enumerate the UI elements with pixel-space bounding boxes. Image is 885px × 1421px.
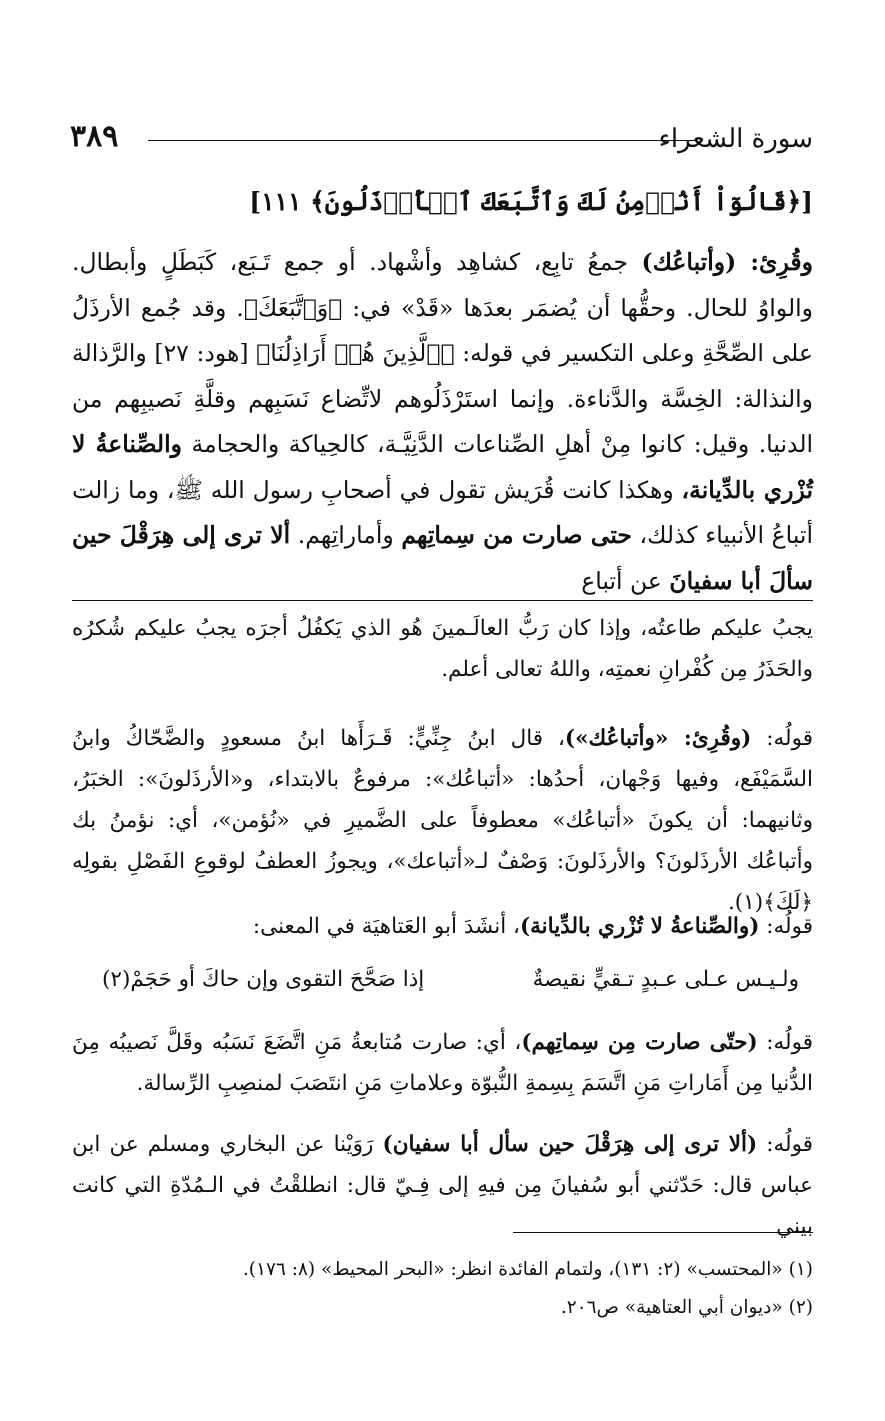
commentary-quote: (ألا ترى إلى هِرَقْلَ حين سأل أبا سفيان) xyxy=(382,1132,758,1157)
commentary-text: ، أنشَدَ أبو العَتاهيَة في المعنى: xyxy=(252,914,520,939)
main-lead: وقُرِئ: xyxy=(736,248,813,276)
main-text-divider xyxy=(72,600,813,601)
main-bold-phrase-2: حتى صارت من سِماتِهم xyxy=(401,521,632,549)
header-rule xyxy=(148,140,695,141)
poem-second-hemistich: إذا صَحَّحَ التقوى وإن حاكَ أو حَجَمْ(٢) xyxy=(102,967,425,992)
running-header xyxy=(70,118,813,162)
commentary-paragraph-3 xyxy=(72,906,813,952)
commentary-paragraph-1 xyxy=(72,608,813,696)
main-text-part-2: وهكذا كانت قُرَيش تقول في أصحابِ رسول الله ﷺ، وما زالت أتباعُ الأنبياء كذلك، xyxy=(72,475,813,549)
commentary-text: رَوَيْنا عن البخاري ومسلم عن ابن عباس قال: حَدّثني أبو سُفيانَ مِن فيهِ إلى فِـيّ قال: انطلقْتُ في الـمُدّةِ التي كانت بيني xyxy=(72,1132,813,1239)
commentary-lead: قولُه: xyxy=(751,726,813,751)
commentary-text: ، أي: صارت مُتابعةُ مَنِ اتَّضَعَ نَسَبُه وقَلَّ نَصيبُه مِنَ الدُّنيا مِن أَمَاراتِ مَنِ اتَّسَمَ بِسِمةِ النُّبوّة وعلاماتِ مَنِ انتَصَبَ لمنصِبِ الرِّسالة. xyxy=(72,1030,813,1096)
commentary-paragraph-2 xyxy=(72,718,813,915)
commentary-quote: (وقُرِئ: «وأتباعُك») xyxy=(564,726,752,751)
commentary-lead: قولُه: xyxy=(759,914,813,939)
commentary-paragraph-5 xyxy=(72,1124,813,1239)
main-bold-phrase-3: ألا ترى إلى هِرَقْلَ حين سألَ أبا سفيانَ xyxy=(72,521,813,595)
verse-heading: [﴿قَالُوٓاْ أَنُؤۡمِنُ لَكَ وَٱتَّبَعَكَ ٱلۡأَرۡذَلُونَ﴾ ١١١] xyxy=(249,187,813,216)
poem-first-hemistich: ولـيـس عـلى عـبدٍ تـقيٍّ نقيصةٌ xyxy=(532,967,799,992)
commentary-quote: (حتّى صارت مِن سِماتِهم) xyxy=(521,1030,758,1055)
footnote-divider xyxy=(513,1232,813,1233)
commentary-text: ، قال ابنُ جِنِّيٍّ: قَـرَأَها ابنُ مسعودٍ والضَّحّاكُ وابنُ السَّمَيْفَع، وفيها وَجْهان، أحدُها: «أتباعُك»: مرفوعٌ بالابتداء، و«الأرذَلونَ»: الخبَرُ، وثانيهما: أن يكونَ «أتباعُك» معطوفاً على الضَّميرِ في «نُؤمن»، أي: نؤمنُ بك وأتباعُك الأرذَلونَ؟ والأرذَلونَ: وَصْفٌ لـ«أتباعك»، ويجوزُ العطفُ لوقوعِ الفَصْلِ بقولِه ﴿لَكَ﴾(١). xyxy=(72,726,813,915)
commentary-lead: قولُه: xyxy=(757,1132,813,1157)
footnote-1: (١) «المحتسب» (٢: ١٣١)، ولتمام الفائدة انظر: «البحر المحيط» (٨: ١٧٦). xyxy=(242,1259,813,1280)
main-text-part-4: عن أتباع xyxy=(581,566,670,595)
commentary-paragraph-4 xyxy=(72,1022,813,1110)
chapter-title: سورة الشعراء xyxy=(658,124,813,154)
main-bold-phrase-1: والصِّناعةُ لا تُزْري بالدِّيانة، xyxy=(72,430,813,504)
commentary-quote: (والصِّناعةُ لا تُزْري بالدِّيانة) xyxy=(519,914,760,939)
main-text-part-1: جمعُ تابِع، كشاهِد وأشْهاد. أو جمع تَـبَع، كَبَطَلٍ وأبطال. والواوُ للحال. وحقُّها أن يُضمَر بعدَها «قَدْ» في: ﴿وَٱتَّبَعَكَ﴾. وقد جُمع الأرذَلُ على الصِّحَّةِ وعلى التكسير في قوله: ﴿ٱلَّذِينَ هُمۡ أَرَاذِلُنَا﴾ [هود: ٢٧] والرَّذالة والنذالة: الخِسَّة والدَّناءة. وإنما استَرْذَلُوهم لاتِّضاع نَسَبِهم وقلَّةِ نَصيبِهم من الدنيا. وقيل: كانوا مِنْ أهلِ الصِّناعات الدَّنِيَّـة، كالحِياكة والحجامة xyxy=(72,248,814,458)
page-number: ٣٨٩ xyxy=(70,119,119,154)
poem-verse xyxy=(72,958,813,1006)
main-lead-bold: (وأتباعُك) xyxy=(641,248,737,276)
commentary-text: يجبُ عليكم طاعتُه، وإذا كان رَبُّ العالَـمينَ هُو الذي يَكفُلُ أجرَه يجبُ عليكم شُكرُه والحَذَرُ مِن كُفْرانِ نعمتِه، واللهُ تعالى أعلم. xyxy=(72,616,813,682)
commentary-lead: قولُه: xyxy=(757,1030,813,1055)
footnote-2: (٢) «ديوان أبي العتاهية» ص٢٠٦. xyxy=(560,1297,813,1318)
main-text-part-3: وأماراتِهم. xyxy=(290,521,402,549)
main-text xyxy=(72,240,813,605)
